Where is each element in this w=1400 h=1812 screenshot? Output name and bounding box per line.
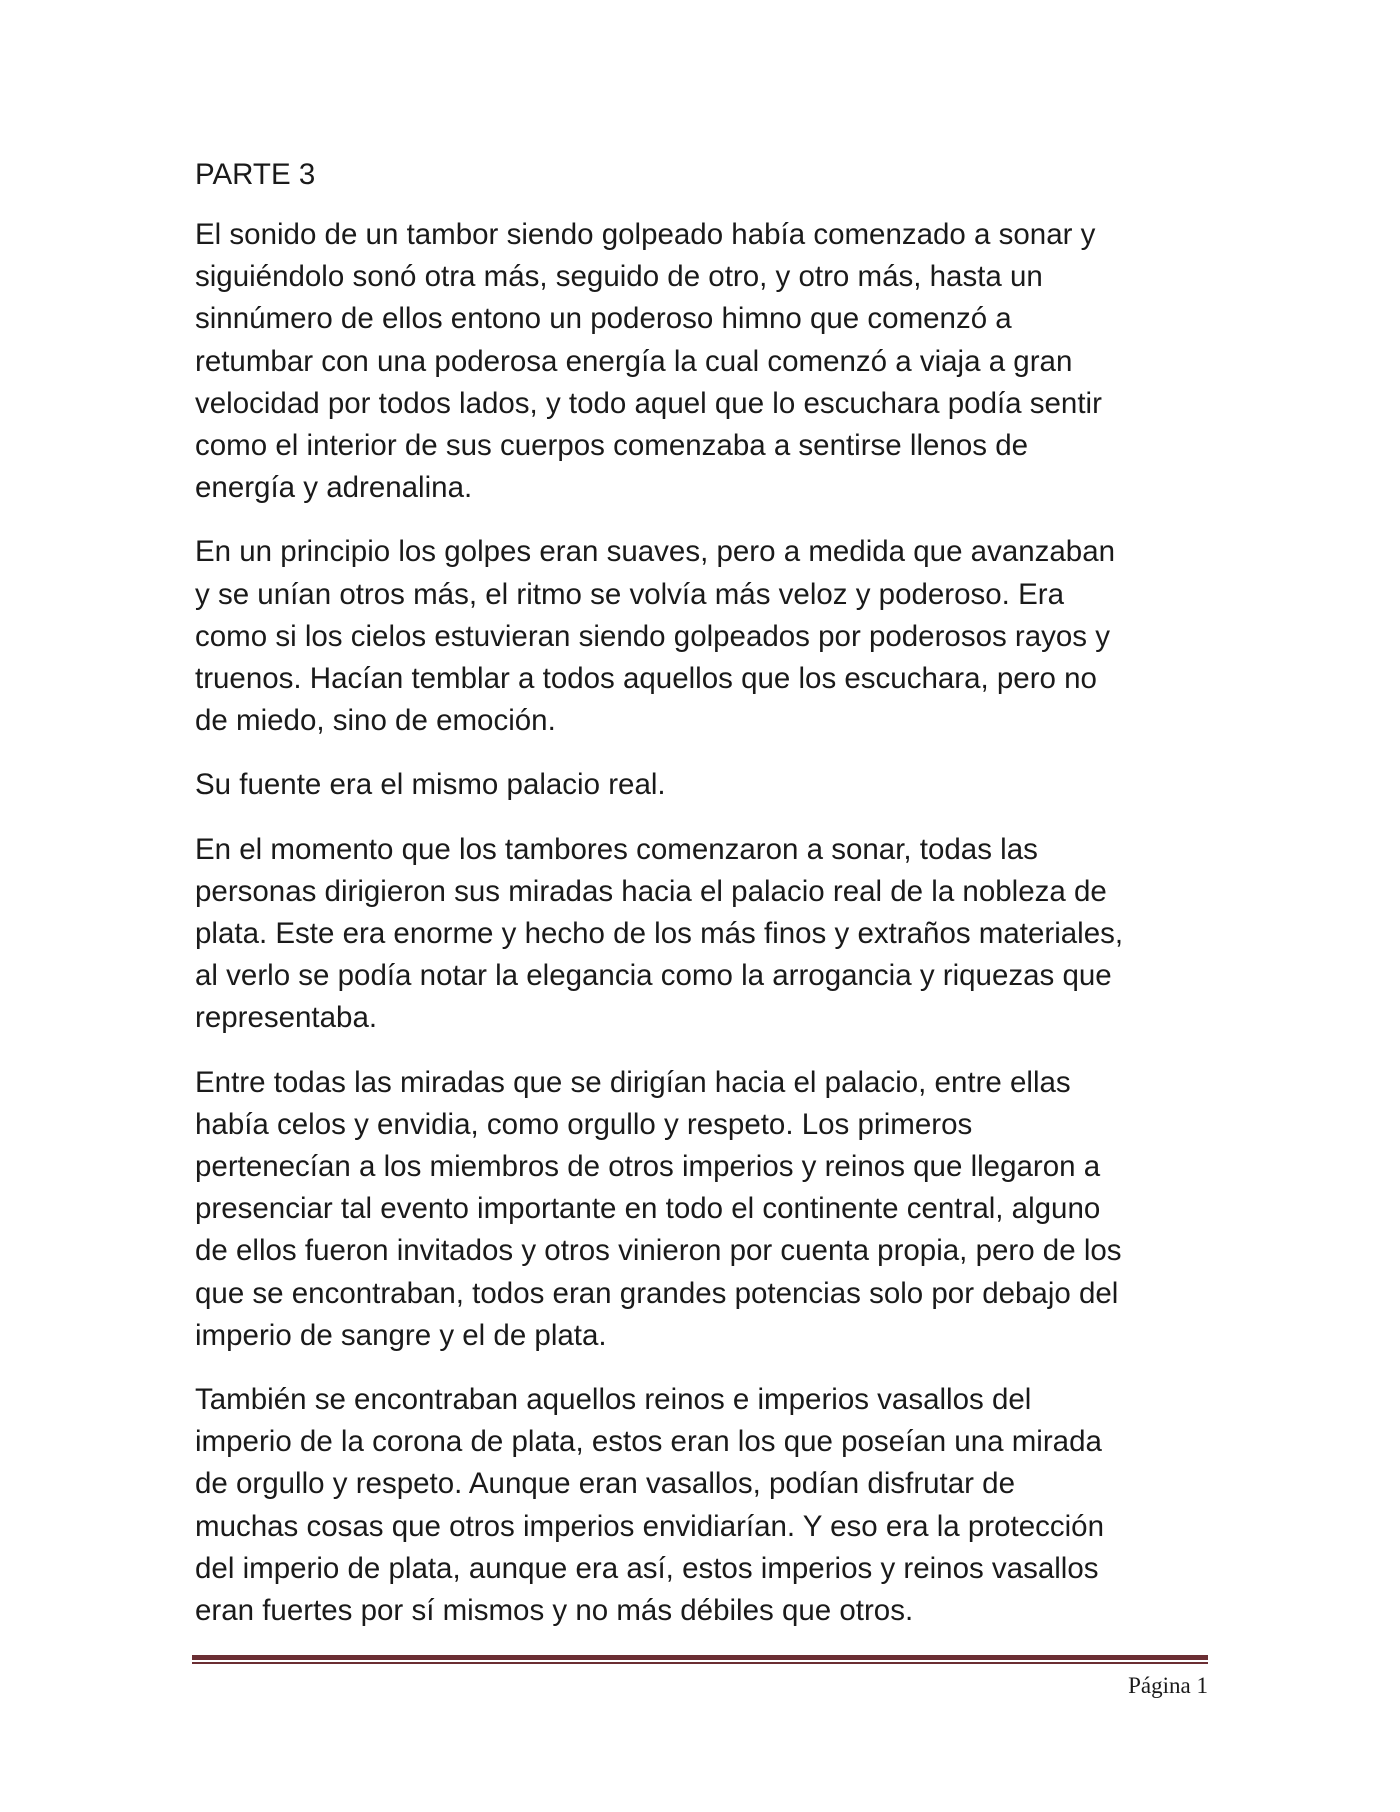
- paragraph-line: En un principio los golpes eran suaves, pero a medida que avanzaban: [195, 535, 1116, 569]
- paragraph-line: como si los cielos estuvieran siendo golpeados por poderosos rayos y: [195, 619, 1111, 653]
- paragraph-line: imperio de la corona de plata, estos eran los que poseían una mirada: [195, 1425, 1102, 1459]
- paragraph-line: Su fuente era el mismo palacio real.: [195, 768, 666, 802]
- section-heading: PARTE 3: [195, 158, 316, 191]
- paragraph-line: de miedo, sino de emoción.: [195, 704, 556, 738]
- paragraph-line: En el momento que los tambores comenzaron a sonar, todas las: [195, 832, 1038, 866]
- paragraph-line: sinnúmero de ellos entono un poderoso himno que comenzó a: [195, 302, 1012, 336]
- paragraph-line: imperio de sangre y el de plata.: [195, 1318, 607, 1352]
- paragraph-line: que se encontraban, todos eran grandes potencias solo por debajo del: [195, 1276, 1119, 1310]
- paragraph-line: pertenecían a los miembros de otros imperios y reinos que llegaron a: [195, 1150, 1101, 1184]
- body-paragraph: [195, 214, 1205, 509]
- paragraph-line: siguiéndolo sonó otra más, seguido de otro, y otro más, hasta un: [195, 260, 1043, 294]
- paragraph-line: de ellos fueron invitados y otros vinieron por cuenta propia, pero de los: [195, 1234, 1122, 1268]
- paragraph-line: había celos y envidia, como orgullo y respeto. Los primeros: [195, 1107, 973, 1141]
- body-paragraph: [195, 531, 1205, 742]
- paragraph-line: truenos. Hacían temblar a todos aquellos que los escuchara, pero no: [195, 662, 1097, 696]
- page-number: Página 1: [1128, 1673, 1208, 1698]
- paragraph-line: personas dirigieron sus miradas hacia el palacio real de la nobleza de: [195, 874, 1107, 908]
- paragraph-line: El sonido de un tambor siendo golpeado había comenzado a sonar y: [195, 218, 1096, 251]
- body-paragraph: [195, 829, 1205, 1040]
- footer-divider-thick: [192, 1655, 1208, 1660]
- footer-divider: [192, 1655, 1208, 1664]
- paragraph-line: plata. Este era enorme y hecho de los más finos y extraños materiales,: [195, 917, 1124, 951]
- paragraph-line: muchas cosas que otros imperios envidiarían. Y eso era la protección: [195, 1509, 1104, 1543]
- paragraph-line: representaba.: [195, 1001, 378, 1035]
- paragraph-line: También se encontraban aquellos reinos e imperios vasallos del: [195, 1383, 1032, 1417]
- paragraph-line: presenciar tal evento importante en todo el continente central, alguno: [195, 1192, 1101, 1226]
- paragraph-line: retumbar con una poderosa energía la cual comenzó a viaja a gran: [195, 344, 1073, 378]
- paragraph-line: eran fuertes por sí mismos y no más débiles que otros.: [195, 1594, 914, 1628]
- body-paragraph: [195, 1379, 1205, 1632]
- paragraph-line: al verlo se podía notar la elegancia como la arrogancia y riquezas que: [195, 959, 1112, 993]
- paragraph-line: velocidad por todos lados, y todo aquel que lo escuchara podía sentir: [195, 386, 1102, 420]
- page-content: [195, 154, 1205, 1654]
- paragraph-line: del imperio de plata, aunque era así, estos imperios y reinos vasallos: [195, 1551, 1099, 1585]
- paragraph-line: de orgullo y respeto. Aunque eran vasallos, podían disfrutar de: [195, 1467, 1015, 1501]
- paragraph-list: [195, 214, 1205, 1632]
- paragraph-line: y se unían otros más, el ritmo se volvía más veloz y poderoso. Era: [195, 577, 1064, 611]
- paragraph-line: Entre todas las miradas que se dirigían hacia el palacio, entre ellas: [195, 1065, 1071, 1099]
- footer-divider-thin: [192, 1662, 1208, 1664]
- body-paragraph: [195, 1062, 1205, 1357]
- body-paragraph: [195, 764, 1205, 806]
- paragraph-line: como el interior de sus cuerpos comenzaba a sentirse llenos de: [195, 429, 1029, 463]
- paragraph-line: energía y adrenalina.: [195, 471, 473, 505]
